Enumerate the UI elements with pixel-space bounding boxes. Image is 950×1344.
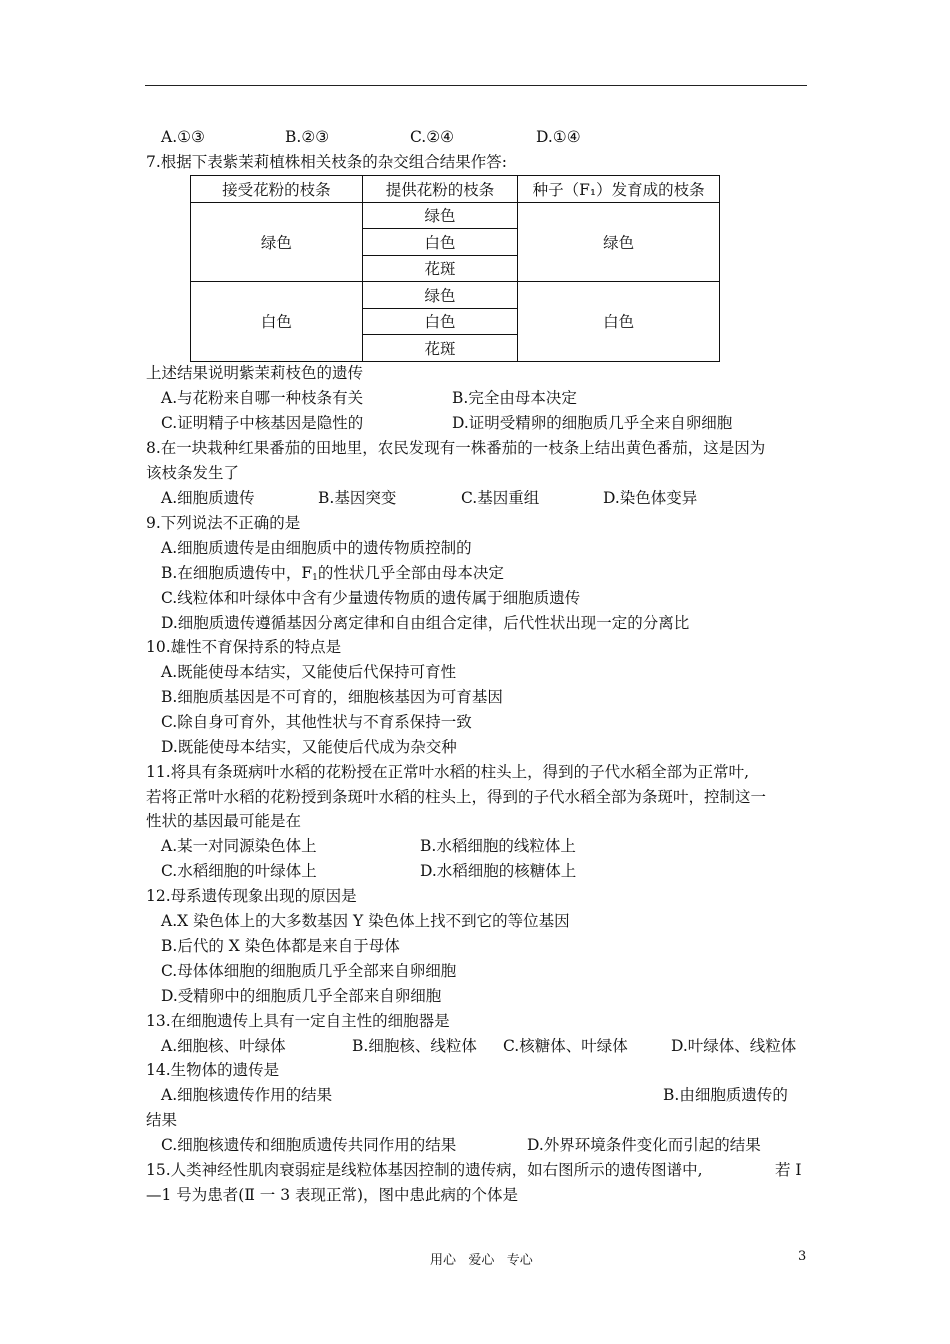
option-b: B.②③: [285, 128, 330, 146]
donor-cell: 绿色: [362, 202, 518, 229]
question-13-option-d: D.叶绿体、线粒体: [671, 1037, 797, 1055]
question-14-option-b: B.由细胞质遗传的: [663, 1086, 788, 1104]
question-9-option-a: A.细胞质遗传是由细胞质中的遗传物质控制的: [161, 539, 472, 557]
question-14-option-a: A.细胞核遗传作用的结果: [161, 1086, 333, 1104]
question-10-option-b: B.细胞质基因是不可育的，细胞核基因为可育基因: [161, 688, 503, 706]
question-9-option-d: D.细胞质遗传遵循基因分离定律和自由组合定律，后代性状出现一定的分离比: [161, 614, 690, 632]
header-offspring: 种子（F₁）发育成的枝条: [518, 176, 720, 203]
question-13-option-b: B.细胞核、线粒体: [352, 1037, 477, 1055]
question-14-option-d: D.外界环境条件变化而引起的结果: [527, 1136, 761, 1154]
question-9-stem: 9.下列说法不正确的是: [146, 514, 301, 532]
receiver-cell: 白色: [191, 282, 363, 362]
question-7-option-a: A.与花粉来自哪一种枝条有关: [161, 389, 364, 407]
receiver-cell: 绿色: [191, 202, 363, 282]
option-d: D.①④: [536, 128, 581, 146]
question-9-option-c: C.线粒体和叶绿体中含有少量遗传物质的遗传属于细胞质遗传: [161, 589, 581, 607]
table-row: [191, 282, 720, 309]
question-13-stem: 13.在细胞遗传上具有一定自主性的细胞器是: [146, 1012, 450, 1030]
question-12-option-a: A.X 染色体上的大多数基因 Y 染色体上找不到它的等位基因: [161, 912, 570, 930]
question-7-option-d: D.证明受精卵的细胞质几乎全来自卵细胞: [452, 414, 733, 432]
question-15-line-2: —1 号为患者(Ⅱ 一 3 表现正常)，图中患此病的个体是: [146, 1186, 519, 1204]
question-8-option-d: D.染色体变异: [603, 489, 698, 507]
question-12-stem: 12.母系遗传现象出现的原因是: [146, 887, 357, 905]
donor-cell: 花斑: [362, 335, 518, 362]
header-rule: [145, 85, 807, 86]
question-9-option-b: [161, 562, 504, 589]
table-row: [191, 202, 720, 229]
question-12-option-c: C.母体体细胞的细胞质几乎全部来自卵细胞: [161, 962, 457, 980]
question-11-option-a: A.某一对同源染色体上: [161, 837, 317, 855]
subscript-1: 1: [312, 573, 318, 583]
question-12-option-b: B.后代的 X 染色体都是来自于母体: [161, 937, 400, 955]
header-donor: 提供花粉的枝条: [362, 176, 518, 203]
question-11-option-b: B.水稻细胞的线粒体上: [420, 837, 576, 855]
question-7-option-c: C.证明精子中核基因是隐性的: [161, 414, 364, 432]
page-number: 3: [798, 1249, 807, 1264]
header-receiver: 接受花粉的枝条: [191, 176, 363, 203]
donor-cell: 绿色: [362, 282, 518, 309]
question-11-line-1: 11.将具有条斑病叶水稻的花粉授在正常叶水稻的柱头上，得到的子代水稻全部为正常叶,: [146, 763, 750, 781]
question-8-option-a: A.细胞质遗传: [161, 489, 255, 507]
option-a: A.①③: [161, 128, 205, 146]
question-11-option-c: C.水稻细胞的叶绿体上: [161, 862, 317, 880]
question-11-line-3: 性状的基因最可能是在: [146, 812, 302, 830]
question-15-line-1: 15.人类神经性肌肉衰弱症是线粒体基因控制的遗传病，如右图所示的遗传图谱中,: [146, 1161, 703, 1179]
question-8-line-1: 8.在一块栽种红果番茄的田地里，农民发现有一株番茄的一枝条上结出黄色番茄，这是因为: [146, 439, 766, 457]
question-15-line-1-tail: 若 I: [775, 1161, 802, 1179]
donor-cell: 花斑: [362, 255, 518, 282]
question-8-option-b: B.基因突变: [318, 489, 397, 507]
table-header-row: [191, 176, 720, 203]
question-7-option-b: B.完全由母本决定: [452, 389, 577, 407]
question-9-option-b-post: 的性状几乎全部由母本决定: [317, 564, 504, 582]
question-7-stem: 7.根据下表紫茉莉植株相关枝条的杂交组合结果作答:: [146, 153, 508, 171]
question-13-option-c: C.核糖体、叶绿体: [503, 1037, 628, 1055]
donor-cell: 白色: [362, 308, 518, 335]
question-12-option-d: D.受精卵中的细胞质几乎全部来自卵细胞: [161, 987, 442, 1005]
question-10-stem: 10.雄性不育保持系的特点是: [146, 638, 342, 656]
question-10-option-c: C.除自身可育外，其他性状与不育系保持一致: [161, 713, 472, 731]
footer-slogan: 用心 爱心 专心: [430, 1253, 533, 1268]
question-9-option-b-pre: B.在细胞质遗传中，F: [161, 564, 313, 582]
question-14-option-b-continued: 结果: [146, 1111, 178, 1129]
question-14-option-c: C.细胞核遗传和细胞质遗传共同作用的结果: [161, 1136, 457, 1154]
donor-cell: 白色: [362, 229, 518, 256]
question-11-line-2: 若将正常叶水稻的花粉授到条斑叶水稻的柱头上，得到的子代水稻全部为条斑叶，控制这一: [146, 788, 767, 806]
offspring-cell: 白色: [518, 282, 720, 362]
question-10-option-a: A.既能使母本结实，又能使后代保持可育性: [161, 663, 457, 681]
option-c: C.②④: [410, 128, 455, 146]
question-10-option-d: D.既能使母本结实，又能使后代成为杂交种: [161, 738, 457, 756]
question-8-line-2: 该枝条发生了: [146, 464, 240, 482]
question-11-option-d: D.水稻细胞的核糖体上: [420, 862, 577, 880]
cross-result-table: [190, 175, 720, 362]
question-13-option-a: A.细胞核、叶绿体: [161, 1037, 286, 1055]
offspring-cell: 绿色: [518, 202, 720, 282]
question-7-after: 上述结果说明紫茉莉枝色的遗传: [146, 364, 364, 382]
question-14-stem: 14.生物体的遗传是: [146, 1061, 280, 1079]
question-8-option-c: C.基因重组: [461, 489, 540, 507]
